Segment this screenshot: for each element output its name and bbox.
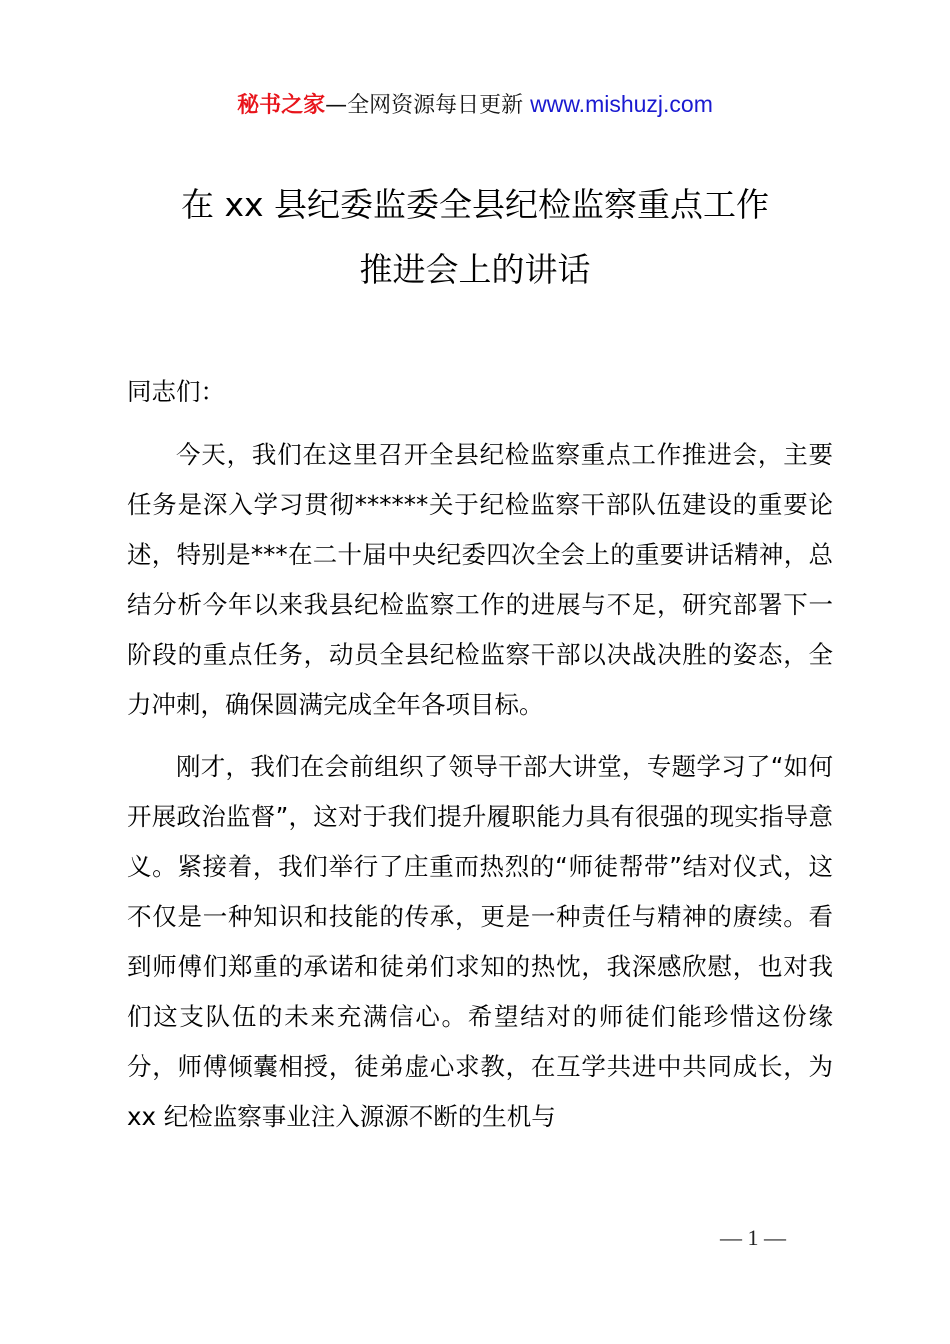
salutation: 同志们：: [127, 377, 225, 406]
body-paragraph-2: 刚才，我们在会前组织了领导干部大讲堂，专题学习了“如何开展政治监督”，这对于我们提升履职能力具有很强的现实指导意义。紧接着，我们举行了庄重而热烈的“师徒帮带”结对仪式，这不仅是一种知识和技能的传承，更是一种责任与精神的赓续。看到师傅们郑重的承诺和徒弟们求知的热忱，我深感欣慰，也对我们这支队伍的未来充满信心。希望结对的师徒们能珍惜这份缘分，师傅倾囊相授，徒弟虚心求教，在互学共进中共同成长，为 xx 纪检监察事业注入源源不断的生机与: [127, 752, 833, 1131]
brand-name: 秘书之家: [237, 93, 326, 118]
site-header-banner: [0, 88, 950, 122]
body-paragraph-1: 今天，我们在这里召开全县纪检监察重点工作推进会，主要任务是深入学习贯彻******关于纪检监察干部队伍建设的重要论述，特别是***在二十届中央纪委四次全会上的重要讲话精神，总结分析今年以来我县纪检监察工作的进展与不足，研究部署下一阶段的重点任务，动员全县纪检监察干部以决战决胜的姿态，全力冲刺，确保圆满完成全年各项目标。: [127, 440, 833, 719]
document-title-line-2: 推进会上的讲话: [359, 250, 591, 289]
header-tagline: —全网资源每日更新: [325, 93, 524, 118]
site-url-link[interactable]: www.mishuzj.com: [530, 91, 713, 117]
document-title-line-1: 在 xx 县纪委监委全县纪检监察重点工作: [180, 185, 770, 224]
page-number: — 1 —: [720, 1225, 786, 1250]
